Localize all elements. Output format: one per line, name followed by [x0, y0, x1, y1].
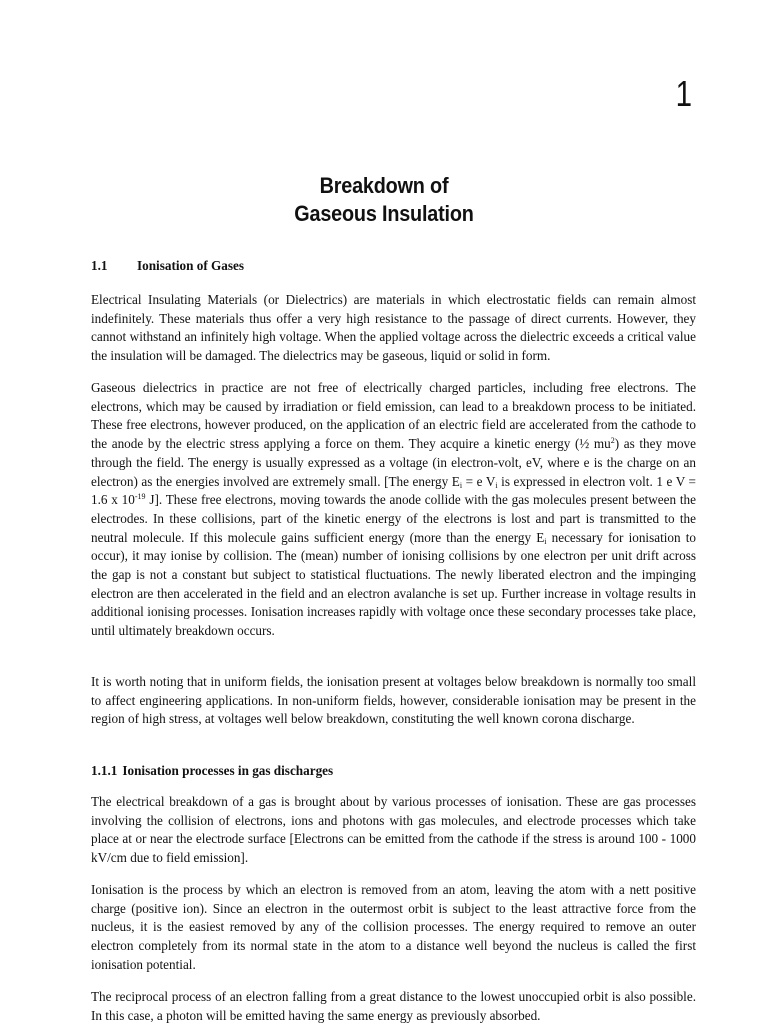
p2-text-f: necessary for ionisation to occur), it may ionise by collision. The (mean) number of ionising collisions by one electron per unit drift across the gap is not a constant but subject to statistical fluctuations. The newly liberated electron and the impinging electron are then accelerated in the field and an electron avalanche is set up. Further increase in voltage results in additional ionising processes. Ionisation increases rapidly with voltage once these secondary processes take place, until ultimately breakdown occurs. — [91, 529, 696, 639]
paragraph-ionisation-definition: Ionisation is the process by which an electron is removed from an atom, leaving the atom with a nett positive charge (positive ion). Since an electron in the outermost orbit is subject to the least attractive force from the nucleus, it is the easiest removed by any of the collision processes. The energy required to remove an outer electron completely from its normal state in the atom to a distance well beyond the nucleus is called the first ionisation potential. — [91, 882, 696, 972]
chapter-title-line-1: Breakdown of — [319, 173, 449, 198]
paragraph-intro: Electrical Insulating Materials (or Dielectrics) are materials in which electrostatic fields can remain almost indefinitely. These materials thus offer a very high resistance to the passage of direct currents. However, they cannot withstand an infinitely high voltage. When the applied voltage across the dielectric exceeds a critical value the insulation will be damaged. The dielectrics may be gaseous, liquid or solid in form. — [91, 292, 696, 364]
p2-superscript-2: -19 — [134, 492, 146, 502]
subsection-number: 1.1.1 — [91, 763, 118, 778]
p2-text-d: is expressed in electron volt. 1 e V = 1.6 x 10 — [91, 473, 696, 508]
p2-superscript-1: 2 — [610, 436, 615, 446]
p2-text-e: J]. These free electrons, moving towards the anode collide with the gas molecules present between the electrodes. In these collisions, part of the kinetic energy of the electrons is lost and part is transmitted to the neutral molecule. If this molecule gains sufficient energy (more than the energy E — [91, 492, 696, 545]
p2-subscript-3: i — [544, 536, 547, 546]
p2-subscript-2: i — [495, 480, 498, 490]
section-number: 1.1 — [91, 258, 108, 273]
paragraph-breakdown-processes: The electrical breakdown of a gas is brought about by various processes of ionisation. These are gas processes involving the collision of electrons, ions and photons with gas molecules, and electrode processes which take place at or near the electrode surface [Electrons can be emitted from the cathode if the stress is around 100 - 1000 kV/cm due to field emission]. — [91, 794, 696, 866]
paragraph-reciprocal-process: The reciprocal process of an electron falling from a great distance to the lowest unoccupied orbit is also possible. In this case, a photon will be emitted having the same energy as previously absorbed. — [91, 989, 696, 1023]
section-title: Ionisation of Gases — [137, 258, 244, 273]
chapter-title — [0, 172, 768, 228]
paragraph-free-electrons — [91, 379, 696, 641]
subsection-title: Ionisation processes in gas discharges — [122, 763, 334, 778]
paragraph-uniform-fields: It is worth noting that in uniform fields, the ionisation present at voltages below breakdown is normally too small to affect engineering applications. In non-uniform fields, however, considerable ionisation may be present in the region of high stress, at voltages well below breakdown, constituting the well known corona discharge. — [91, 674, 696, 727]
subsection-heading — [91, 762, 333, 780]
p2-text-c: = e V — [462, 473, 496, 489]
p2-text-b: ) as they move through the field. The energy is usually expressed as a voltage (in electron-volt, eV, where e is the charge on an electron) as the energies involved are extremely small. [The energy E — [91, 436, 696, 489]
chapter-title-line-2: Gaseous Insulation — [294, 201, 474, 226]
p2-text-a: Gaseous dielectrics in practice are not free of electrically charged particles, including free electrons. The electrons, which may be caused by irradiation or field emission, can lead to a breakdown process to be initiated. These free electrons, however produced, on the application of an electric field are accelerated from the cathode to the anode by the electric stress applying a force on them. They acquire a kinetic energy (½ mu — [91, 380, 696, 452]
section-heading — [91, 257, 244, 275]
chapter-number: 1 — [675, 73, 692, 114]
p2-subscript-1: i — [459, 480, 463, 490]
